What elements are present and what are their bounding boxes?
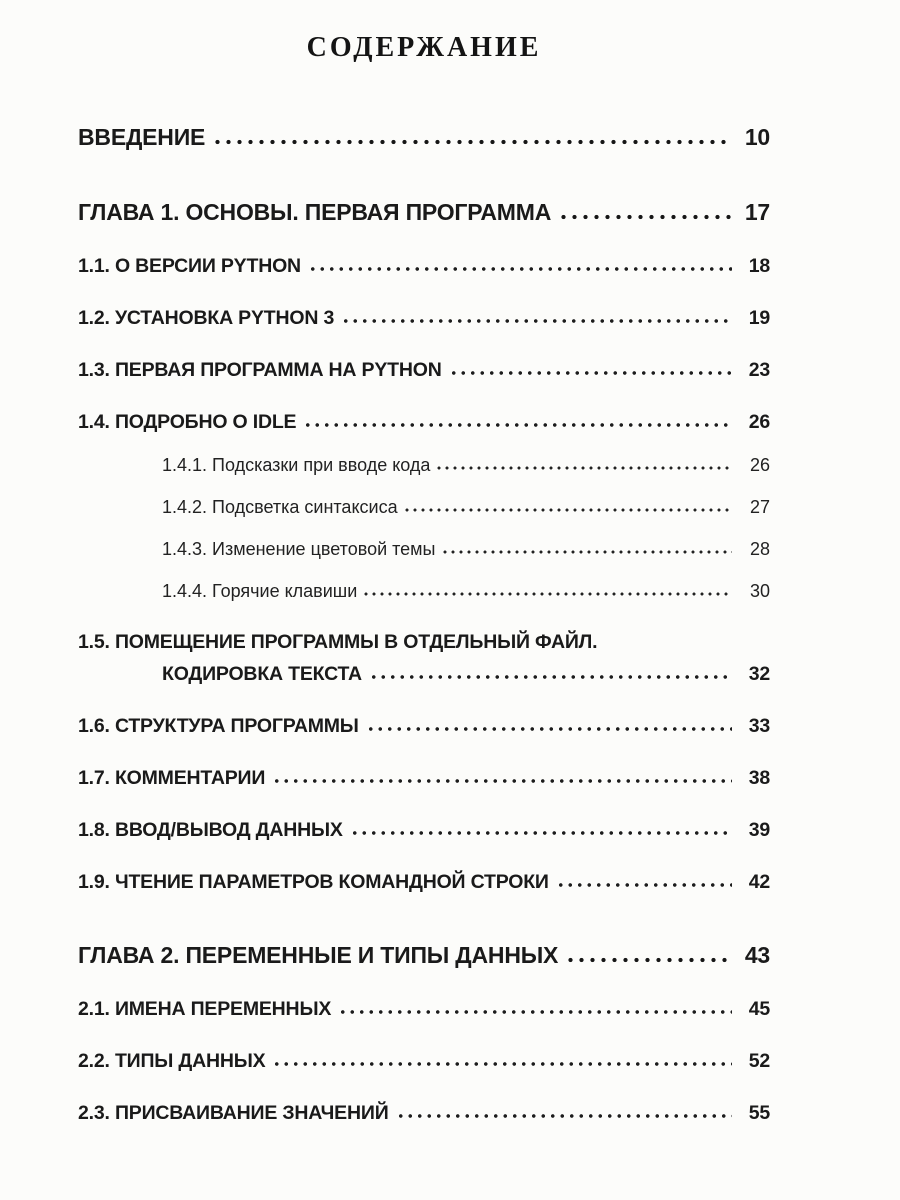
toc-page-number: 55 xyxy=(748,1102,770,1124)
toc-entry-line xyxy=(78,631,770,654)
toc-entry-label: 1.2. УСТАНОВКА PYTHON 3 xyxy=(78,307,335,329)
dot-leader xyxy=(272,1061,732,1067)
toc-entry-label: 1.7. КОММЕНТАРИИ xyxy=(78,767,266,789)
toc-page-number: 52 xyxy=(748,1050,770,1072)
dot-leader xyxy=(350,830,732,836)
dot-leader xyxy=(366,726,732,732)
toc-page-number: 27 xyxy=(749,497,770,517)
dot-leader xyxy=(212,139,732,145)
toc-page-number: 38 xyxy=(748,767,770,789)
toc-entry-label: ГЛАВА 1. ОСНОВЫ. ПЕРВАЯ ПРОГРАММА xyxy=(78,199,552,225)
toc-entry-label: 1.4.2. Подсветка синтаксиса xyxy=(162,497,398,517)
toc-entry xyxy=(78,1050,770,1073)
toc-entry-label: 1.4.4. Горячие клавиши xyxy=(162,581,358,601)
toc-entry-label: 1.4.1. Подсказки при вводе кода xyxy=(162,455,431,475)
toc-entry-label: ГЛАВА 2. ПЕРЕМЕННЫЕ И ТИПЫ ДАННЫХ xyxy=(78,942,559,968)
toc-page-number: 42 xyxy=(748,871,770,893)
toc-entry-label: 1.1. О ВЕРСИИ PYTHON xyxy=(78,255,301,277)
toc-entry xyxy=(78,497,770,518)
toc-entry xyxy=(78,359,770,382)
dot-leader xyxy=(556,882,732,888)
toc-page-number: 33 xyxy=(748,715,770,737)
toc-entry-label: 1.4.3. Изменение цветовой темы xyxy=(162,539,436,559)
toc-entry xyxy=(78,767,770,790)
dot-leader xyxy=(558,214,732,220)
dot-leader xyxy=(396,1113,732,1119)
toc-entry-label: 1.5. ПОМЕЩЕНИЕ ПРОГРАММЫ В ОТДЕЛЬНЫЙ ФАЙЛ. xyxy=(78,631,598,653)
toc-entry xyxy=(78,199,770,226)
toc-entry xyxy=(78,871,770,894)
toc-entry-label: 1.9. ЧТЕНИЕ ПАРАМЕТРОВ КОМАНДНОЙ СТРОКИ xyxy=(78,871,549,893)
toc-entry xyxy=(78,819,770,842)
dot-leader xyxy=(369,674,732,680)
toc-entry-label: 1.4. ПОДРОБНО О IDLE xyxy=(78,411,297,433)
toc-page-number: 32 xyxy=(748,663,770,685)
toc-entry xyxy=(78,411,770,434)
toc-page-number: 43 xyxy=(744,942,770,968)
toc-entry-label: 2.2. ТИПЫ ДАННЫХ xyxy=(78,1050,266,1072)
toc-entry-label: 1.6. СТРУКТУРА ПРОГРАММЫ xyxy=(78,715,359,737)
toc-entry xyxy=(78,307,770,330)
toc-page-number: 26 xyxy=(749,455,770,475)
dot-leader xyxy=(362,591,732,597)
dot-leader xyxy=(403,507,732,513)
dot-leader xyxy=(565,957,732,963)
toc-page-number: 45 xyxy=(748,998,770,1020)
toc-page-number: 19 xyxy=(748,307,770,329)
dot-leader xyxy=(303,422,732,428)
toc-entry xyxy=(78,255,770,278)
dot-leader xyxy=(272,778,732,784)
toc-entry xyxy=(78,539,770,560)
toc-page-number: 10 xyxy=(744,124,770,150)
toc-entry-label: ВВЕДЕНИЕ xyxy=(78,124,206,150)
dot-leader xyxy=(338,1009,732,1015)
toc-entry xyxy=(78,942,770,969)
toc-page-number: 30 xyxy=(749,581,770,601)
toc-page-number: 23 xyxy=(748,359,770,381)
toc-entry-label: 1.8. ВВОД/ВЫВОД ДАННЫХ xyxy=(78,819,343,841)
toc-entry-label: 1.3. ПЕРВАЯ ПРОГРАММА НА PYTHON xyxy=(78,359,442,381)
toc-entry-label: 2.3. ПРИСВАИВАНИЕ ЗНАЧЕНИЙ xyxy=(78,1102,389,1124)
toc-page-number: 28 xyxy=(749,539,770,559)
toc-page-number: 26 xyxy=(748,411,770,433)
dot-leader xyxy=(441,549,733,555)
toc-entry xyxy=(78,1102,770,1125)
toc-page-number: 39 xyxy=(748,819,770,841)
page-title: СОДЕРЖАНИЕ xyxy=(306,32,542,63)
dot-leader xyxy=(308,266,732,272)
dot-leader xyxy=(449,370,732,376)
toc-page-number: 17 xyxy=(744,199,770,225)
toc-entry-line xyxy=(78,663,770,686)
toc-entry xyxy=(78,124,770,151)
toc-entry-label: КОДИРОВКА ТЕКСТА xyxy=(162,663,362,685)
toc-entry xyxy=(78,715,770,738)
toc-page-number: 18 xyxy=(748,255,770,277)
dot-leader xyxy=(435,465,732,471)
toc-list xyxy=(78,124,770,1125)
dot-leader xyxy=(341,318,732,324)
toc-entry xyxy=(78,998,770,1021)
toc-entry xyxy=(78,631,770,686)
toc-entry-label: 2.1. ИМЕНА ПЕРЕМЕННЫХ xyxy=(78,998,332,1020)
toc-entry xyxy=(78,455,770,476)
toc-entry xyxy=(78,581,770,602)
